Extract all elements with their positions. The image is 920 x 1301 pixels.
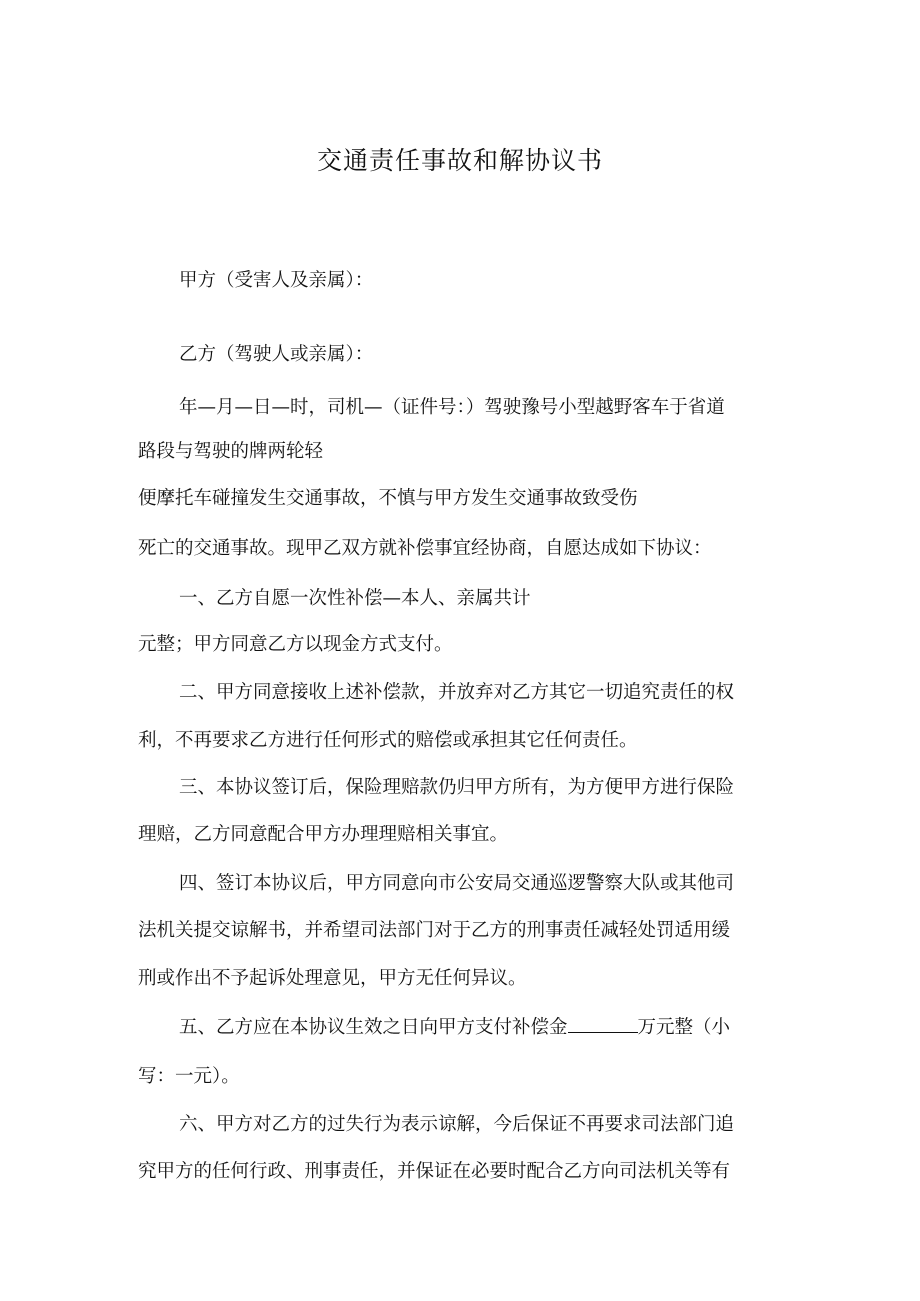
clause-6-line-1: 六、甲方对乙方的过失行为表示谅解，今后保证不再要求司法部门追 — [179, 1114, 735, 1135]
document-title: 交通责任事故和解协议书 — [316, 146, 603, 175]
clause-1-line-1: 一、乙方自愿一次性补偿—本人、亲属共计 — [179, 588, 531, 609]
clause-4-line-3: 刑或作出不予起诉处理意见，甲方无任何异议。 — [138, 968, 527, 989]
clause-3-line-2: 理赔，乙方同意配合甲方办理理赔相关事宜。 — [138, 824, 509, 845]
clause-5-prefix: 五、乙方应在本协议生效之日向甲方支付补偿金 — [179, 1017, 568, 1038]
party-a-line: 甲方（受害人及亲属）： — [179, 270, 374, 291]
clause-5-suffix: 万元整（小 — [637, 1017, 731, 1038]
intro-line-4: 死亡的交通事故。现甲乙双方就补偿事宜经协商，自愿达成如下协议： — [138, 538, 712, 559]
intro-line-1: 年—月—日—时，司机—（证件号：）驾驶豫号小型越野客车于省道 — [179, 397, 725, 418]
clause-2-line-1: 二、甲方同意接收上述补偿款，并放弃对乙方其它一切追究责任的权 — [179, 682, 735, 703]
intro-line-2: 路段与驾驶的牌两轮轻 — [138, 441, 324, 462]
clause-3-line-1: 三、本协议签订后，保险理赔款仍归甲方所有，为方便甲方进行保险 — [179, 777, 735, 798]
clause-5-line-2: 写：一元）。 — [138, 1066, 240, 1087]
clause-4-line-1: 四、签订本协议后，甲方同意向市公安局交通巡逻警察大队或其他司 — [179, 873, 735, 894]
clause-6-line-2: 究甲方的任何行政、刑事责任，并保证在必要时配合乙方向司法机关等有 — [138, 1161, 731, 1182]
clause-5-line-1 — [179, 1013, 730, 1043]
clause-4-line-2: 法机关提交谅解书，并希望司法部门对于乙方的刑事责任减轻处罚适用缓 — [138, 920, 731, 941]
intro-line-3: 便摩托车碰撞发生交通事故，不慎与甲方发生交通事故致受伤 — [138, 488, 638, 509]
party-b-line: 乙方（驾驶人或亲属）： — [179, 344, 374, 365]
clause-1-line-2: 元整；甲方同意乙方以现金方式支付。 — [138, 634, 453, 655]
amount-blank — [568, 1014, 638, 1033]
clause-2-line-2: 利，不再要求乙方进行任何形式的赔偿或承担其它任何责任。 — [138, 730, 638, 751]
